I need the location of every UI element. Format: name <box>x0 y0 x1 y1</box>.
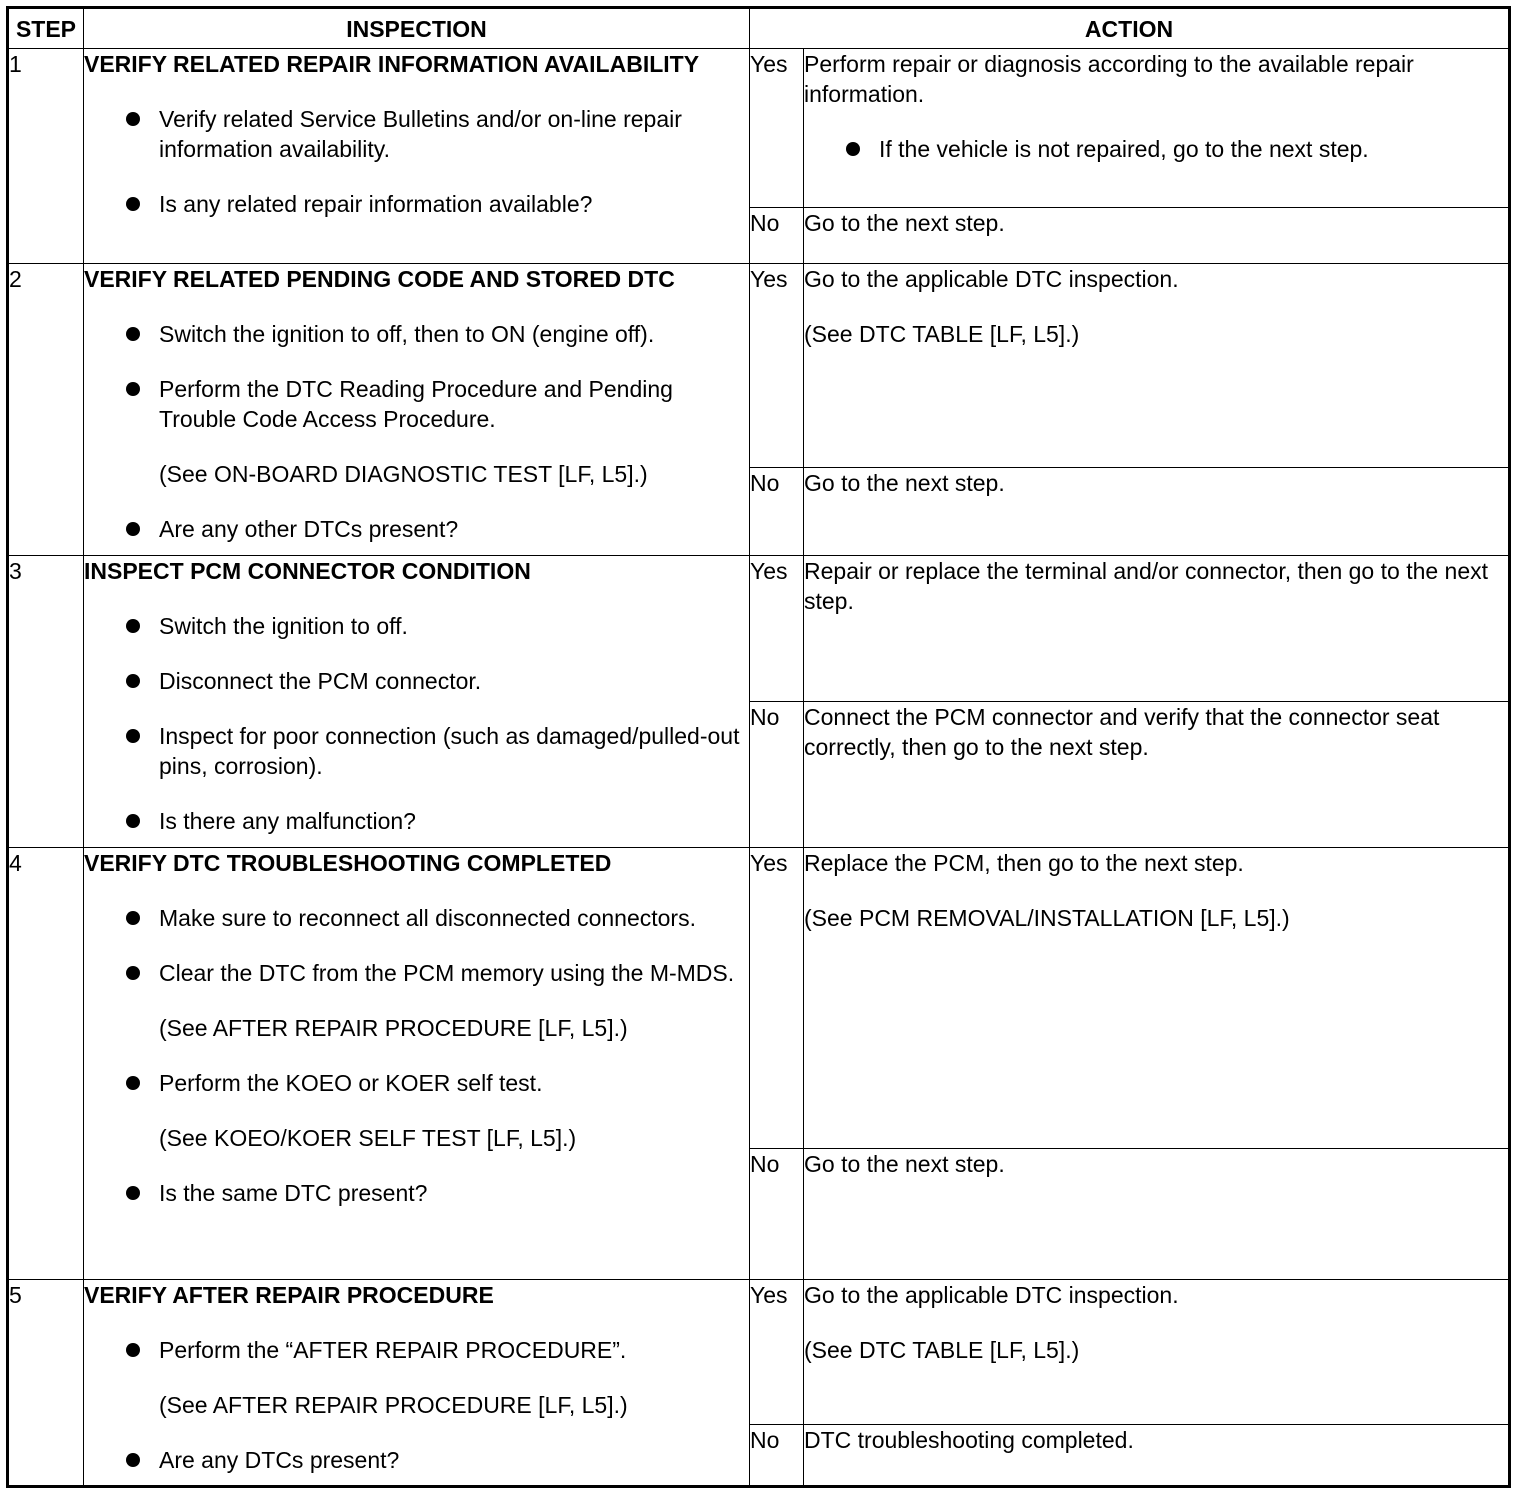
action-text: Go to the next step. <box>804 1151 1005 1177</box>
inspection-cell <box>84 556 750 848</box>
yes-action <box>804 49 1510 208</box>
step-row <box>8 49 1510 208</box>
action-text: DTC troubleshooting completed. <box>804 1427 1134 1453</box>
bullet-dot-icon <box>126 1186 140 1200</box>
inspection-cell <box>84 264 750 556</box>
step-title: VERIFY DTC TROUBLESHOOTING COMPLETED <box>84 850 612 876</box>
yes-label: Yes <box>750 1280 804 1425</box>
bullet-text: Make sure to reconnect all disconnected connectors. <box>159 905 696 931</box>
action-text: Go to the next step. <box>804 470 1005 496</box>
no-action <box>804 468 1510 556</box>
no-action <box>804 1149 1510 1280</box>
action-text: Go to the applicable DTC inspection. <box>804 266 1179 292</box>
yes-label: Yes <box>750 848 804 1149</box>
step-title: VERIFY RELATED PENDING CODE AND STORED DTC <box>84 266 675 292</box>
action-text: Go to the next step. <box>804 210 1005 236</box>
bullet-text: Is there any malfunction? <box>159 808 416 834</box>
bullet-dot-icon <box>126 729 140 743</box>
action-text: (See PCM REMOVAL/INSTALLATION [LF, L5].) <box>804 905 1290 931</box>
no-label: No <box>750 702 804 848</box>
action-text: Repair or replace the terminal and/or connector, then go to the next step. <box>804 558 1489 614</box>
step-title: INSPECT PCM CONNECTOR CONDITION <box>84 558 531 584</box>
step-row <box>8 264 1510 468</box>
bullet-text: Disconnect the PCM connector. <box>159 668 482 694</box>
action-text: (See DTC TABLE [LF, L5].) <box>804 321 1080 347</box>
bullet-dot-icon <box>846 142 860 156</box>
no-action <box>804 1425 1510 1487</box>
bullet-text: Switch the ignition to off. <box>159 613 408 639</box>
bullet-text: Verify related Service Bulletins and/or on-line repair information availability. <box>159 106 682 162</box>
step-number: 4 <box>8 848 84 1280</box>
yes-action <box>804 848 1510 1149</box>
no-label: No <box>750 1425 804 1487</box>
inspection-bullet <box>84 104 749 164</box>
bullet-text: Clear the DTC from the PCM memory using the M-MDS. <box>159 960 735 986</box>
no-label: No <box>750 1149 804 1280</box>
inspection-bullet <box>84 1335 749 1365</box>
bullet-dot-icon <box>126 814 140 828</box>
bullet-dot-icon <box>126 674 140 688</box>
step-number: 3 <box>8 556 84 848</box>
action-text: Replace the PCM, then go to the next step. <box>804 850 1244 876</box>
bullet-text: Are any other DTCs present? <box>159 516 459 542</box>
bullet-text: Inspect for poor connection (such as damaged/pulled-out pins, corrosion). <box>159 723 740 779</box>
inspection-bullet <box>84 958 749 988</box>
bullet-dot-icon <box>126 911 140 925</box>
inspection-bullet <box>84 1445 749 1475</box>
bullet-text: Is any related repair information available? <box>159 191 593 217</box>
bullet-dot-icon <box>126 112 140 126</box>
bullet-text: Switch the ignition to off, then to ON (engine off). <box>159 321 655 347</box>
inspection-bullet <box>84 666 749 696</box>
bullet-dot-icon <box>126 197 140 211</box>
no-label: No <box>750 468 804 556</box>
inspection-bullet <box>84 806 749 836</box>
inspection-bullet <box>84 189 749 219</box>
inspection-bullet <box>84 374 749 434</box>
bullet-dot-icon <box>126 327 140 341</box>
step-number: 2 <box>8 264 84 556</box>
bullet-text: Perform the “AFTER REPAIR PROCEDURE”. <box>159 1337 627 1363</box>
yes-action <box>804 264 1510 468</box>
bullet-dot-icon <box>126 619 140 633</box>
inspection-bullet <box>84 1178 749 1208</box>
reference-note: (See ON-BOARD DIAGNOSTIC TEST [LF, L5].) <box>159 461 648 487</box>
step-row <box>8 1280 1510 1425</box>
bullet-text: If the vehicle is not repaired, go to the next step. <box>879 136 1369 162</box>
inspection-bullet <box>84 514 749 544</box>
header-action: ACTION <box>750 8 1510 49</box>
step-number: 5 <box>8 1280 84 1487</box>
diagnostic-procedure-table <box>6 6 1511 1488</box>
no-action <box>804 208 1510 264</box>
step-row <box>8 848 1510 1149</box>
step-title: VERIFY AFTER REPAIR PROCEDURE <box>84 1282 494 1308</box>
header-step: STEP <box>8 8 84 49</box>
header-inspection: INSPECTION <box>84 8 750 49</box>
yes-label: Yes <box>750 264 804 468</box>
inspection-bullet <box>84 721 749 781</box>
inspection-bullet <box>84 903 749 933</box>
action-text: (See DTC TABLE [LF, L5].) <box>804 1337 1080 1363</box>
inspection-bullet <box>84 319 749 349</box>
bullet-dot-icon <box>126 1076 140 1090</box>
inspection-cell <box>84 1280 750 1487</box>
bullet-text: Perform the DTC Reading Procedure and Pending Trouble Code Access Procedure. <box>159 376 673 432</box>
bullet-text: Perform the KOEO or KOER self test. <box>159 1070 543 1096</box>
action-bullet <box>804 134 1508 164</box>
yes-action <box>804 1280 1510 1425</box>
bullet-dot-icon <box>126 382 140 396</box>
action-text: Connect the PCM connector and verify that the connector seat correctly, then go to the next step. <box>804 704 1440 760</box>
bullet-text: Is the same DTC present? <box>159 1180 428 1206</box>
bullet-dot-icon <box>126 522 140 536</box>
header-row <box>8 8 1510 49</box>
yes-label: Yes <box>750 556 804 702</box>
step-row <box>8 556 1510 702</box>
inspection-bullet <box>84 1068 749 1098</box>
inspection-cell <box>84 848 750 1280</box>
no-action <box>804 702 1510 848</box>
bullet-dot-icon <box>126 1453 140 1467</box>
bullet-dot-icon <box>126 1343 140 1357</box>
yes-label: Yes <box>750 49 804 208</box>
reference-note: (See KOEO/KOER SELF TEST [LF, L5].) <box>159 1125 577 1151</box>
inspection-cell <box>84 49 750 264</box>
yes-action <box>804 556 1510 702</box>
action-text: Perform repair or diagnosis according to the available repair information. <box>804 51 1414 107</box>
reference-note: (See AFTER REPAIR PROCEDURE [LF, L5].) <box>159 1015 628 1041</box>
reference-note: (See AFTER REPAIR PROCEDURE [LF, L5].) <box>159 1392 628 1418</box>
action-text: Go to the applicable DTC inspection. <box>804 1282 1179 1308</box>
step-number: 1 <box>8 49 84 264</box>
inspection-bullet <box>84 611 749 641</box>
bullet-text: Are any DTCs present? <box>159 1447 400 1473</box>
bullet-dot-icon <box>126 966 140 980</box>
step-title: VERIFY RELATED REPAIR INFORMATION AVAILABILITY <box>84 51 700 77</box>
no-label: No <box>750 208 804 264</box>
